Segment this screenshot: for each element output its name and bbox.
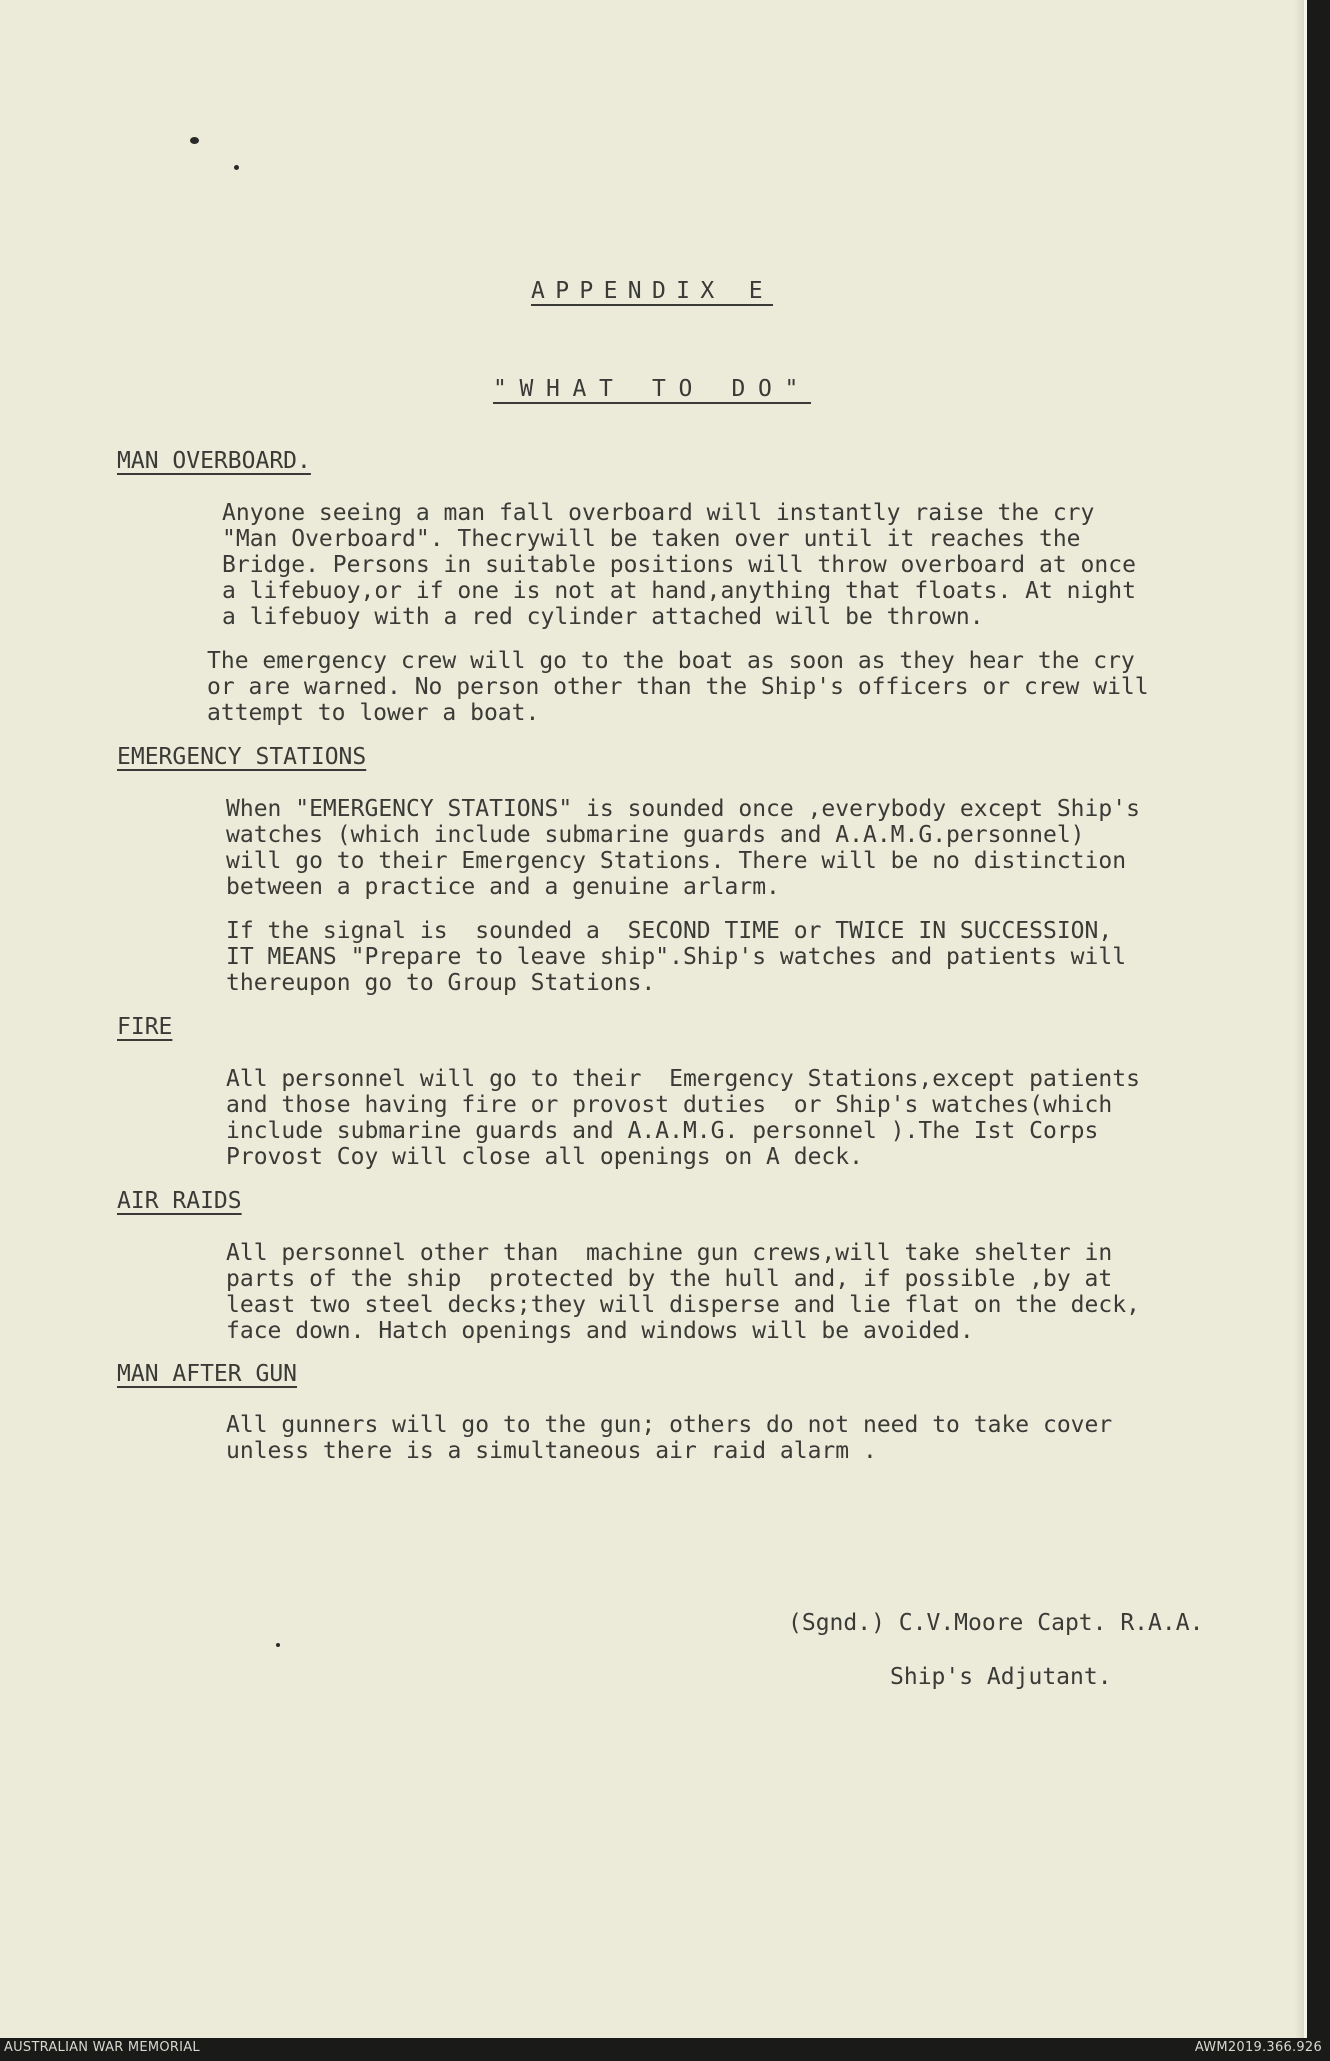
- section-heading-air-raids: AIR RAIDS: [117, 1188, 242, 1214]
- section-paragraph: All personnel other than machine gun crews,will take shelter in parts of the ship protected by the hull and, if possible ,by at least two steel decks;they will disperse and lie flat on the deck, face down. Hatch openings and windows will be avoided.: [226, 1240, 1140, 1344]
- section-paragraph: If the signal is sounded a SECOND TIME or TWICE IN SUCCESSION, IT MEANS "Prepare to leave ship".Ship's watches and patients will thereupon go to Group Stations.: [226, 918, 1127, 996]
- section-paragraph: Anyone seeing a man fall overboard will instantly raise the cry "Man Overboard". Thecrywill be taken over until it reaches the Bridge. Persons in suitable positions will throw overboard at once a lifebuoy,or if one is not at hand,anything that floats. At night a lifebuoy with a red cylinder attached will be thrown.: [222, 500, 1136, 630]
- section-heading-fire: FIRE: [117, 1014, 173, 1040]
- section-heading-emergency-stations: EMERGENCY STATIONS: [117, 744, 367, 770]
- section-heading-man-overboard: MAN OVERBOARD.: [117, 448, 311, 474]
- signature-title: Ship's Adjutant.: [890, 1664, 1112, 1690]
- ink-speck: [190, 137, 199, 144]
- ink-speck: [234, 165, 239, 170]
- document-subtitle: "WHAT TO DO": [493, 376, 811, 402]
- footer-accession-number: AWM2019.366.926: [1194, 2040, 1322, 2055]
- signature-line: (Sgnd.) C.V.Moore Capt. R.A.A.: [788, 1610, 1204, 1636]
- footer-institution: AUSTRALIAN WAR MEMORIAL: [4, 2040, 200, 2055]
- section-paragraph: All gunners will go to the gun; others do not need to take cover unless there is a simultaneous air raid alarm .: [226, 1412, 1113, 1464]
- section-paragraph: All personnel will go to their Emergency Stations,except patients and those having fire or provost duties or Ship's watches(which include submarine guards and A.A.M.G. personnel ).The Ist Corps Provost Coy will close all openings on A deck.: [226, 1066, 1140, 1170]
- appendix-title: APPENDIX E: [531, 278, 773, 304]
- section-heading-man-after-gun: MAN AFTER GUN: [117, 1361, 298, 1387]
- ink-speck: [276, 1643, 280, 1647]
- section-paragraph: The emergency crew will go to the boat as soon as they hear the cry or are warned. No person other than the Ship's officers or crew will attempt to lower a boat.: [207, 648, 1149, 726]
- section-paragraph: When "EMERGENCY STATIONS" is sounded once ,everybody except Ship's watches (which include submarine guards and A.A.M.G.personnel) will go to their Emergency Stations. There will be no distinction between a practice and a genuine arlarm.: [226, 796, 1140, 900]
